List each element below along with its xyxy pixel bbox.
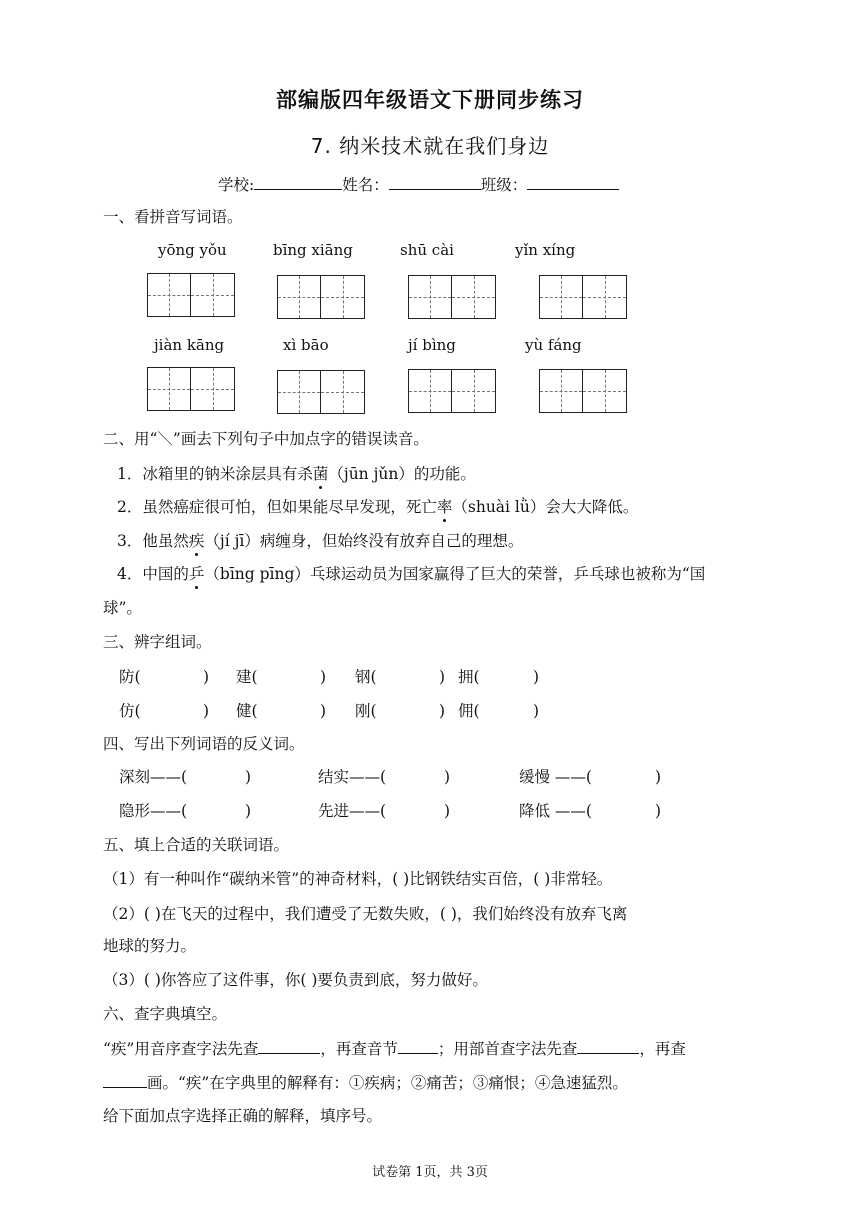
question-5-1: （1）有一种叫作“碳纳米管”的神奇材料，( )比钢铁结实百倍，( )非常轻。 [103, 870, 613, 888]
writing-box-1[interactable] [147, 273, 235, 317]
pinyin-7: jí bìng [408, 336, 456, 354]
antonym-2: 结实——( [318, 768, 387, 786]
paren-close: ) [203, 668, 210, 686]
pinyin-6: xì bāo [283, 336, 329, 354]
writing-box-7[interactable] [408, 369, 496, 413]
dictionary-line-1: “疾”用音序查字法先查 ，再查音节 ；用部首查字法先查 ，再查 [103, 1040, 686, 1058]
antonym-4: 隐形——( [119, 802, 188, 820]
paren-close: ) [245, 768, 252, 786]
question-2-4-cont: 球”。 [103, 599, 142, 617]
page-footer: 试卷第 1页，共 3页 [372, 1165, 488, 1180]
dotted-char: 疾 [188, 532, 205, 550]
section2-heading: 二、用“＼”画去下列句子中加点字的错误读音。 [103, 430, 429, 448]
paren-close: ) [533, 668, 540, 686]
dotted-char: 率 [436, 498, 453, 516]
word-pair-4a: 拥( [458, 668, 480, 686]
lesson-title: 7. 纳米技术就在我们身边 [310, 134, 550, 158]
letter-blank[interactable] [258, 1038, 320, 1054]
question-2-4: 4．中国的乒（bīng pīng）乓球运动员为国家赢得了巨大的荣誉，乒乓球也被称为“国 [117, 565, 706, 583]
writing-box-5[interactable] [147, 367, 235, 411]
class-blank[interactable] [527, 174, 619, 190]
writing-box-2[interactable] [277, 275, 365, 319]
student-info-line [218, 174, 619, 195]
pinyin-4: yǐn xíng [515, 241, 576, 259]
section6-heading: 六、查字典填空。 [103, 1005, 228, 1023]
word-pair-1a: 防( [119, 668, 141, 686]
paren-close: ) [320, 668, 327, 686]
name-label: 姓名： [342, 176, 389, 194]
antonym-1: 深刻——( [119, 768, 188, 786]
pinyin-8: yù fáng [525, 336, 582, 354]
pinyin-2: bīng xiāng [273, 241, 353, 259]
antonym-6: 降低 ——( [519, 802, 592, 820]
word-pair-1b: 仿( [119, 702, 141, 720]
question-2-1: 1．冰箱里的钠米涂层具有杀菌（jūn jǔn）的功能。 [117, 465, 476, 483]
page-title: 部编版四年级语文下册同步练习 [276, 88, 584, 112]
dotted-char: 乒 [188, 565, 205, 583]
pinyin-5: jiàn kāng [154, 336, 225, 354]
antonym-3: 缓慢 ——( [519, 768, 592, 786]
paren-close: ) [439, 702, 446, 720]
paren-close: ) [444, 768, 451, 786]
pinyin-1: yōng yǒu [158, 241, 227, 259]
word-pair-4b: 佣( [458, 702, 480, 720]
paren-close: ) [533, 702, 540, 720]
stroke-blank[interactable] [103, 1072, 147, 1088]
name-blank[interactable] [389, 174, 481, 190]
paren-close: ) [439, 668, 446, 686]
dictionary-line-2: 画。“疾”在字典里的解释有：①疾病；②痛苦；③痛恨；④急速猛烈。 [103, 1072, 628, 1093]
paren-close: ) [655, 802, 662, 820]
paren-close: ) [320, 702, 327, 720]
pinyin-3: shū cài [400, 241, 454, 259]
section3-heading: 三、辨字组词。 [103, 633, 212, 651]
writing-box-8[interactable] [539, 369, 627, 413]
class-label: 班级： [480, 176, 528, 194]
word-pair-3b: 刚( [355, 702, 377, 720]
question-5-2-cont: 地球的努力。 [103, 937, 197, 955]
paren-close: ) [203, 702, 210, 720]
dictionary-line-3: 给下面加点字选择正确的解释，填序号。 [103, 1107, 383, 1125]
section5-heading: 五、填上合适的关联词语。 [103, 836, 290, 854]
paren-close: ) [245, 802, 252, 820]
section4-heading: 四、写出下列词语的反义词。 [103, 735, 305, 753]
school-label: 学校: [218, 176, 255, 194]
section1-heading: 一、看拼音写词语。 [103, 208, 243, 226]
question-2-3: 3．他虽然疾（jí jī）病缠身，但始终没有放弃自己的理想。 [117, 532, 524, 550]
question-2-2: 2．虽然癌症很可怕，但如果能尽早发现，死亡率（shuài lǜ）会大大降低。 [117, 498, 639, 516]
dotted-char: 菌 [312, 465, 329, 483]
writing-box-4[interactable] [539, 275, 627, 319]
word-pair-3a: 钢( [355, 668, 377, 686]
writing-box-3[interactable] [408, 275, 496, 319]
question-5-2: （2）( )在飞天的过程中，我们遭受了无数失败，( )，我们始终没有放弃飞离 [103, 905, 628, 923]
radical-blank[interactable] [577, 1038, 639, 1054]
paren-close: ) [444, 802, 451, 820]
school-blank[interactable] [254, 174, 342, 190]
word-pair-2b: 健( [236, 702, 258, 720]
antonym-5: 先进——( [318, 802, 387, 820]
word-pair-2a: 建( [236, 668, 258, 686]
writing-box-6[interactable] [277, 370, 365, 414]
paren-close: ) [655, 768, 662, 786]
question-5-3: （3）( )你答应了这件事，你( )要负责到底，努力做好。 [103, 971, 488, 989]
syllable-blank[interactable] [398, 1038, 438, 1054]
